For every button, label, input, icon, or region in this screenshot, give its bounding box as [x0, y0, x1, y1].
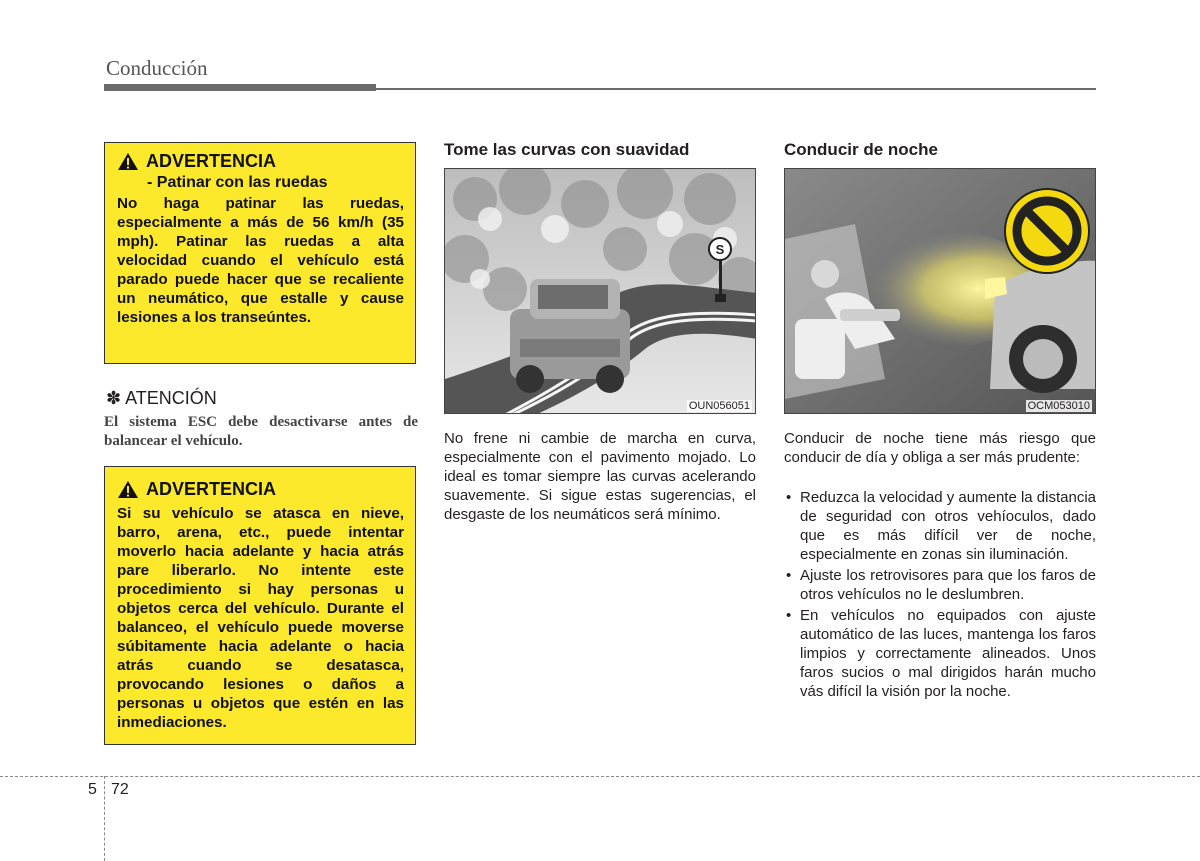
figure-code: OUN056051 [688, 400, 750, 412]
attention-body: El sistema ESC debe desactivarse antes de balancear el vehículo. [104, 414, 418, 449]
warning-subtitle: - Patinar con las ruedas [147, 174, 328, 191]
page-number: 72 [111, 781, 129, 798]
warning-heading [117, 151, 404, 172]
list-item: • En vehículos no equipados con ajuste automático de las luces, mantenga los faros limpios y correctamente alineados. Unos faros sucios o mal dirigidos harán mucho vás difícil la visión por la noche. [784, 606, 1096, 701]
page-header-title: Conducción [106, 56, 208, 80]
night-bullet-list [784, 488, 1096, 703]
warning-title: ADVERTENCIA [146, 151, 277, 171]
warning-body: Si su vehículo se atasca en nieve, barro, arena, etc., puede intentar moverlo hacia adelante y hacia atrás pare liberarlo. No intente este procedimiento si hay personas u objetos cerca del vehículo. Durante el balanceo, el vehículo puede moverse súbitamente hacia adelante o hacia atrás cuando se desatasca, provocando lesiones o daños a personas u objetos que estén en las inmediaciones. [117, 505, 404, 731]
footer-divider [0, 776, 1200, 777]
warning-heading [117, 479, 404, 500]
curve-road-image [445, 169, 756, 414]
figure-code: OCM053010 [1027, 400, 1090, 412]
svg-text:S: S [715, 242, 725, 257]
section-title-night: Conducir de noche [784, 140, 938, 159]
warning-body: No haga patinar las ruedas, especialmente a más de 56 km/h (35 mph). Patinar las ruedas a alta velocidad cuando el vehículo está parado puede hacer que se recaliente un neumático, que estalle y cause lesiones a los transeúntes. [117, 195, 404, 326]
warning-box-wheel-spin [104, 142, 416, 364]
warning-title: ADVERTENCIA [146, 479, 277, 499]
header-rule-thin [376, 88, 1096, 90]
list-item: • Reduzca la velocidad y aumente la distancia de seguridad con otros vehíoculos, dado que es más difícil ver de noche, especialmente en zonas sin iluminación. [784, 488, 1096, 564]
warning-triangle-icon [117, 480, 139, 499]
warning-triangle-icon [117, 152, 139, 171]
attention-title: ✽ ATENCIÓN [106, 388, 217, 408]
header-rule-thick [104, 84, 376, 91]
curve-road-illustration [444, 168, 756, 414]
night-glare-image [785, 169, 1096, 414]
night-intro: Conducir de noche tiene más riesgo que conducir de día y obliga a ser más prudente: [784, 430, 1096, 466]
night-glare-illustration [784, 168, 1096, 414]
footer-margin-line [104, 776, 105, 861]
list-item: • Ajuste los retrovisores para que los faros de otros vehículos no le deslumbren. [784, 566, 1096, 604]
page-section-number: 5 [88, 781, 97, 798]
section-title-curves: Tome las curvas con suavidad [444, 140, 690, 159]
warning-box-rocking [104, 466, 416, 745]
curves-paragraph: No frene ni cambie de marcha en curva, especialmente con el pavimento mojado. Lo ideal es tomar siempre las curvas acelerando suavemente. Si sigue estas sugerencias, el desgaste de los neumáticos será mínimo. [444, 430, 756, 523]
